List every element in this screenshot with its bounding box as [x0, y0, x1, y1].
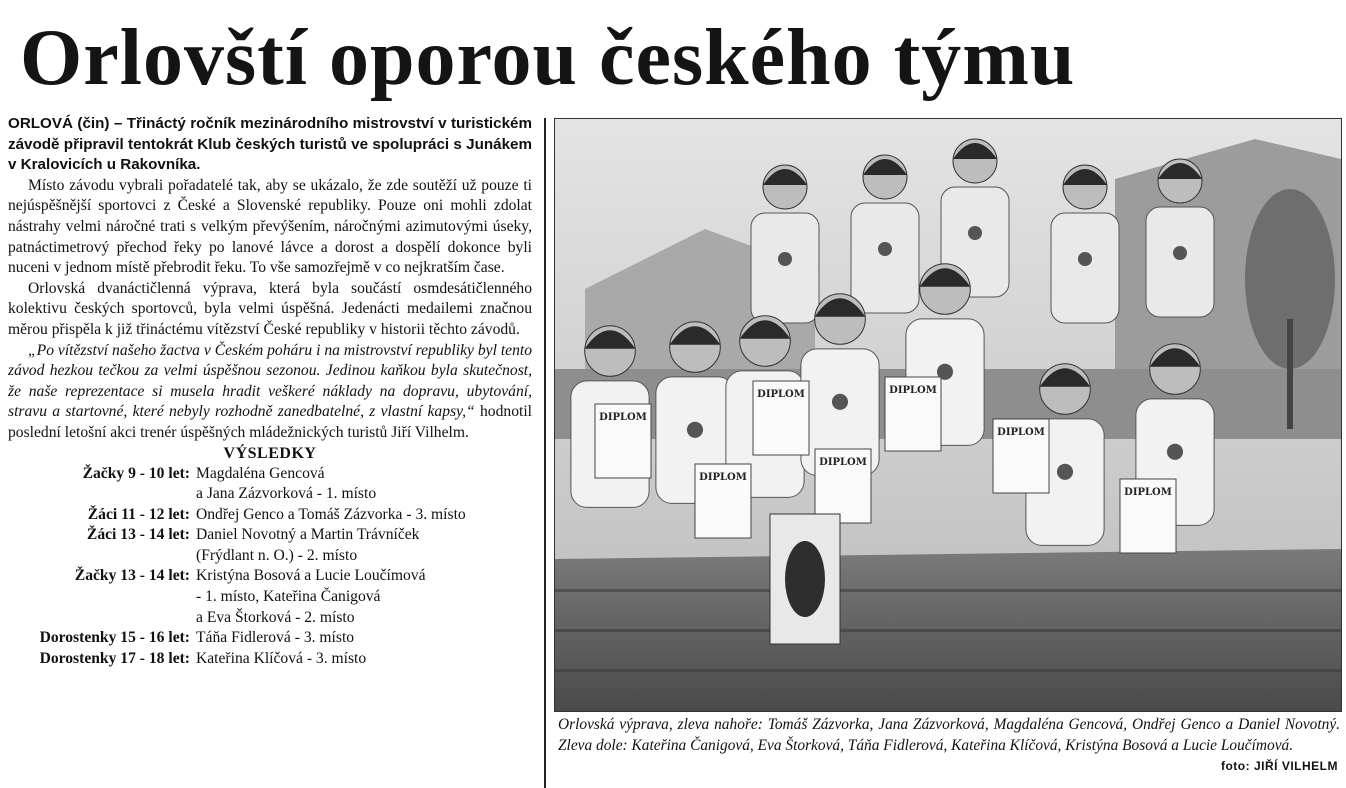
results-row — [8, 649, 532, 670]
medal — [968, 226, 982, 240]
person-body — [851, 203, 919, 313]
results-row — [8, 587, 532, 608]
diploma-label: DIPLOM — [699, 472, 747, 483]
medal — [1167, 444, 1183, 460]
medal — [832, 394, 848, 410]
results-row — [8, 505, 532, 526]
result-category: Žáci 13 - 14 let: — [86, 526, 190, 544]
article-lead: ORLOVÁ (čin) – Třináctý ročník mezinárodního mistrovství v turistickém závodě připravil tentokrát Klub českých turistů ve spolupráci s Junákem v Kralovicích u Rakovníka. — [8, 115, 532, 174]
results-row — [8, 566, 532, 587]
results-row — [8, 628, 532, 649]
result-value: Kristýna Bosová a Lucie Loučímová — [196, 567, 426, 585]
result-value: (Frýdlant n. O.) - 2. místo — [196, 546, 358, 564]
diploma-label: DIPLOM — [889, 385, 937, 396]
results-row — [8, 484, 532, 505]
medal — [1173, 246, 1187, 260]
medal — [1057, 464, 1073, 480]
results-table — [8, 464, 532, 670]
result-value: Magdaléna Gencová — [196, 464, 325, 482]
result-category — [8, 608, 196, 629]
results-row — [8, 464, 532, 485]
results-title: VÝSLEDKY — [223, 444, 317, 462]
result-category — [8, 484, 196, 505]
result-value: Táňa Fidlerová - 3. místo — [196, 629, 355, 647]
photo-caption: Orlovská výprava, zleva nahoře: Tomáš Zázvorka, Jana Zázvorková, Magdaléna Gencová, Ondřej Genco a Daniel Novotný. Zleva dole: Kateřina Čanigová, Eva Štorková, Táňa Fidlerová, Kateřina Klíčová, Kristýna Bosová a Lucie Loučímová. — [558, 716, 1340, 754]
coach-quote: „Po vítězství našeho žactva v Českém poháru i na mistrovství republiky byl tento závod hezkou tečkou za velmi úspěšnou sezonou. Jedinou kaňkou byla skutečnost, že naše reprezentace si musela hradit veškeré náklady na dopravu, ubytování, stravu a startovné, které nebyly rozhodně zanedbatelné, z vlastní kapsy,“ — [8, 341, 532, 421]
result-category: Dorostenky 15 - 16 let: — [39, 629, 190, 647]
result-category: Dorostenky 17 - 18 let: — [39, 649, 190, 667]
result-category — [8, 587, 196, 608]
result-value: a Jana Zázvorková - 1. místo — [196, 485, 377, 503]
results-row — [8, 546, 532, 567]
article-paragraph-1: Místo závodu vybrali pořadatelé tak, aby se ukázalo, že zde soutěží už pouze ti nejúspěšnější sportovci z České a Slovenské republiky. Pouze oni mohli zdolat nástrahy velmi náročné trati s velkým převýšením, náročnými azimutovými úseky, patnáctimetrový přechod řeky po lanové lávce a dorost a dospělí dokonce byli nuceni v jednom místě přebrodit řeku. To vše samozřejmě v co nejkratším čase. — [8, 176, 532, 277]
diploma-label: DIPLOM — [599, 412, 647, 423]
photo-credit-name: JIŘÍ VILHELM — [1253, 759, 1338, 773]
result-value: Daniel Novotný a Martin Trávníček — [196, 526, 420, 544]
photo-credit — [1221, 758, 1338, 774]
diploma-label: DIPLOM — [757, 389, 805, 400]
medal — [1078, 252, 1092, 266]
headline: Orlovští oporou českého týmu — [20, 14, 1076, 102]
article-paragraph-2: Orlovská dvanáctičlenná výprava, která byla součástí osmdesátičlenného kolektivu českých sportovců, byla velmi úspěšná. Jedenácti medailemi značnou měrou přispěla k již třináctému vítězství České republiky v historii těchto závodů. — [8, 279, 532, 338]
person-body — [751, 213, 819, 323]
results-row — [8, 525, 532, 546]
medal — [878, 242, 892, 256]
result-value: - 1. místo, Kateřina Čanigová — [196, 588, 381, 606]
result-value: a Eva Štorková - 2. místo — [196, 608, 355, 626]
result-category: Žáci 11 - 12 let: — [87, 505, 190, 523]
photo-credit-label: foto: — [1220, 759, 1251, 773]
diploma-label: DIPLOM — [819, 457, 867, 468]
result-category — [8, 546, 196, 567]
result-value: Ondřej Genco a Tomáš Zázvorka - 3. místo — [196, 505, 466, 523]
person-body — [1146, 207, 1214, 317]
team-photo — [554, 118, 1342, 712]
result-value: Kateřina Klíčová - 3. místo — [196, 649, 367, 667]
quote-attribution: hodnotil poslední letošní akci trenér úspěšných mládežnických turistů Jiří Vilhelm. — [8, 403, 532, 441]
person-body — [1051, 213, 1119, 323]
result-category: Žačky 13 - 14 let: — [74, 567, 190, 585]
diploma-label: DIPLOM — [1124, 487, 1172, 498]
medal — [687, 422, 703, 438]
diploma-label: DIPLOM — [997, 427, 1045, 438]
article-column — [8, 114, 532, 784]
team-photo-illustration — [555, 119, 1341, 711]
medal — [778, 252, 792, 266]
vase — [785, 541, 825, 617]
results-row — [8, 608, 532, 629]
article-quote-paragraph — [8, 341, 532, 444]
column-divider — [544, 118, 546, 788]
result-category: Žačky 9 - 10 let: — [82, 464, 190, 482]
